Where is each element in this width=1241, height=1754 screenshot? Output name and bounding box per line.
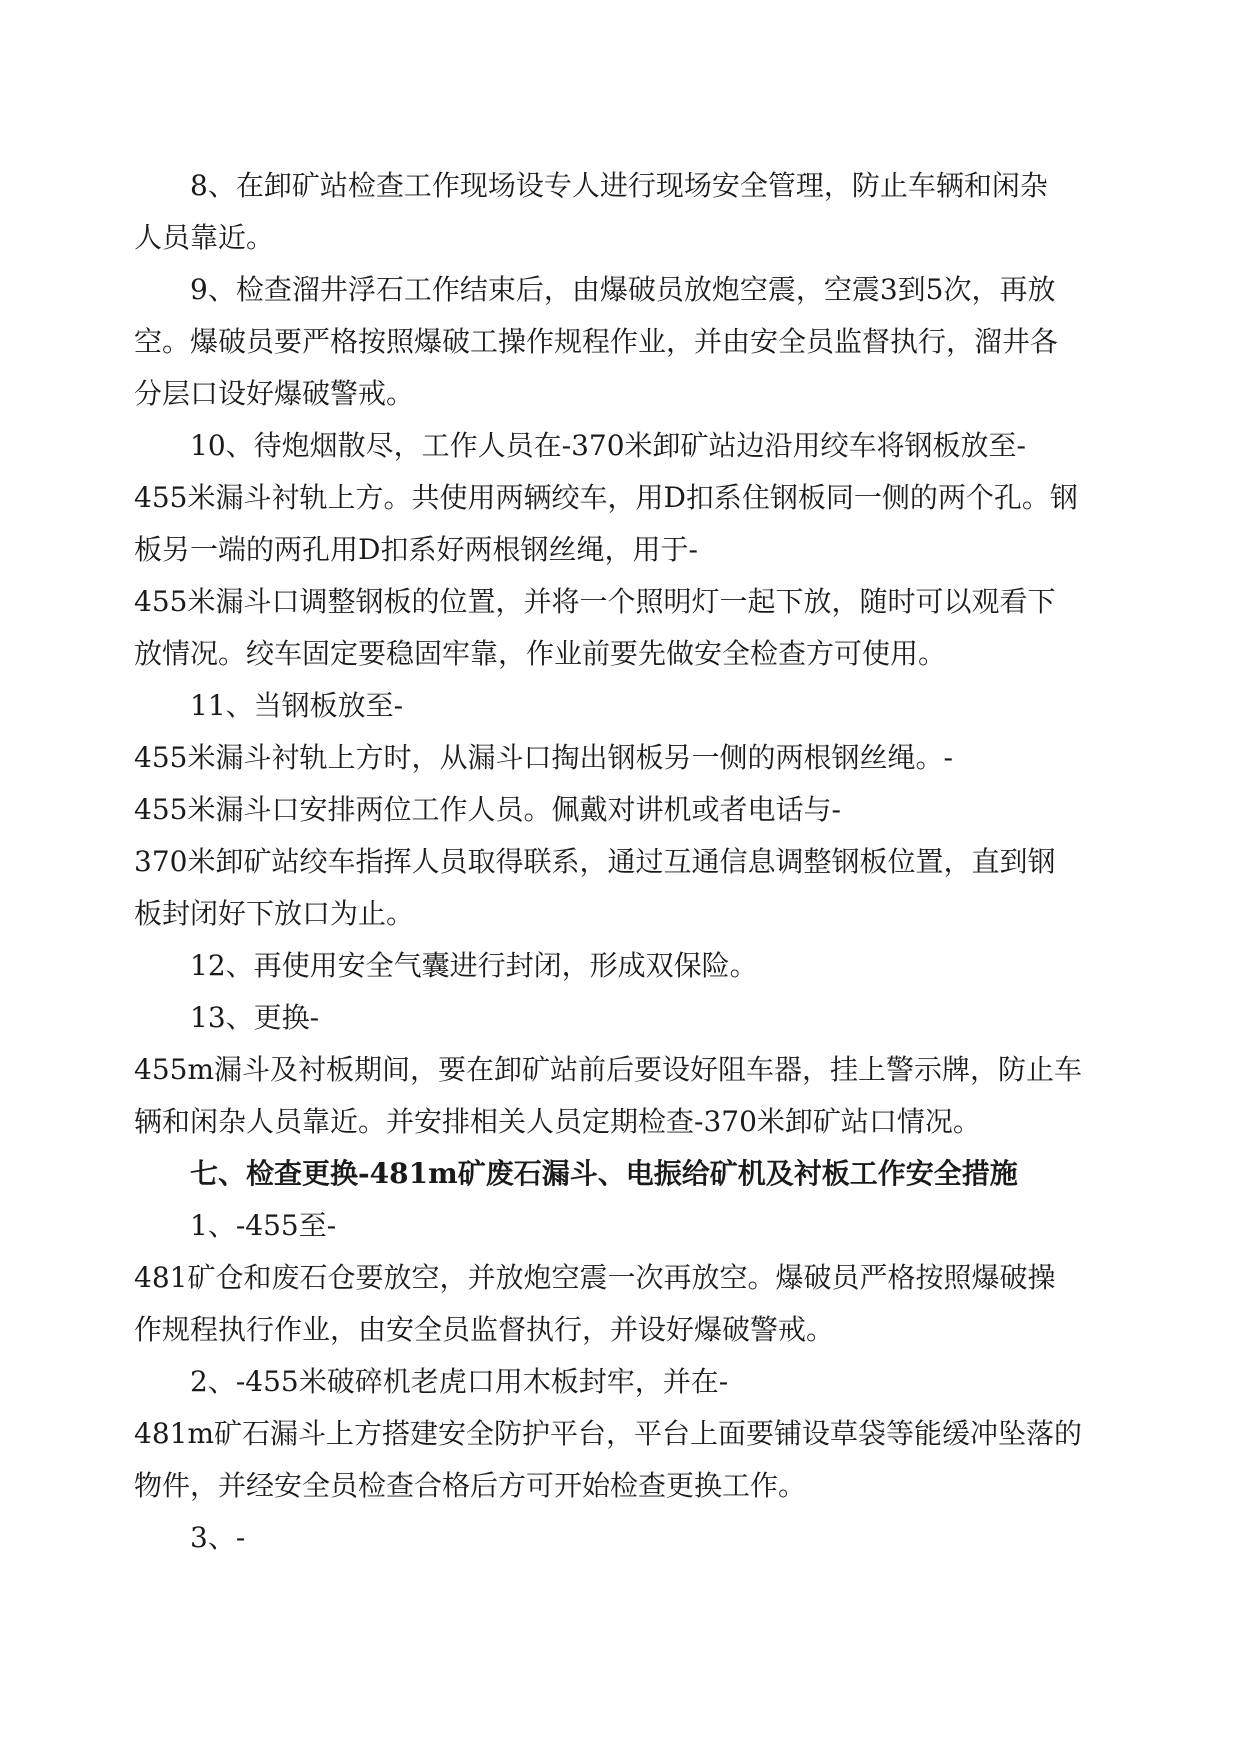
text-line: 10、待炮烟散尽，工作人员在-370米卸矿站边沿用绞车将钢板放至- <box>190 429 1026 462</box>
text-line: 455米漏斗衬轨上方。共使用两辆绞车，用D扣系住钢板同一侧的两个孔。钢 <box>134 481 1078 514</box>
text-line: 455m漏斗及衬板期间，要在卸矿站前后要设好阻车器，挂上警示牌，防止车 <box>134 1053 1082 1086</box>
text-line: 辆和闲杂人员靠近。并安排相关人员定期检查-370米卸矿站口情况。 <box>134 1105 981 1138</box>
document-body <box>134 160 1104 1564</box>
text-line: 空。爆破员要严格按照爆破工操作规程作业，并由安全员监督执行，溜井各 <box>134 325 1059 358</box>
text-line: 9、检查溜井浮石工作结束后，由爆破员放炮空震，空震3到5次，再放 <box>190 273 1056 306</box>
text-line: 1、-455至- <box>190 1209 337 1242</box>
text-line: 12、再使用安全气囊进行封闭，形成双保险。 <box>190 949 758 982</box>
text-line: 作规程执行作业，由安全员监督执行，并设好爆破警戒。 <box>134 1313 835 1346</box>
text-line: 13、更换- <box>190 1001 320 1034</box>
text-line: 板封闭好下放口为止。 <box>134 897 415 930</box>
text-line: 放情况。绞车固定要稳固牢靠，作业前要先做安全检查方可使用。 <box>134 637 947 670</box>
text-line: 物件，并经安全员检查合格后方可开始检查更换工作。 <box>134 1469 807 1502</box>
text-line: 455米漏斗口调整钢板的位置，并将一个照明灯一起下放，随时可以观看下 <box>134 585 1056 618</box>
text-line: 2、-455米破碎机老虎口用木板封牢，并在- <box>190 1365 729 1398</box>
text-line: 455米漏斗衬轨上方时，从漏斗口掏出钢板另一侧的两根钢丝绳。- <box>134 741 953 774</box>
text-line: 481矿仓和废石仓要放空，并放炮空震一次再放空。爆破员严格按照爆破操 <box>134 1261 1056 1294</box>
text-line: 分层口设好爆破警戒。 <box>134 377 415 410</box>
text-line: 370米卸矿站绞车指挥人员取得联系，通过互通信息调整钢板位置，直到钢 <box>134 845 1056 878</box>
text-line: 板另一端的两孔用D扣系好两根钢丝绳，用于- <box>134 533 698 566</box>
text-line: 11、当钢板放至- <box>190 689 404 722</box>
text-line: 3、- <box>190 1521 246 1554</box>
text-line: 人员靠近。 <box>134 221 275 254</box>
text-line: 8、在卸矿站检查工作现场设专人进行现场安全管理，防止车辆和闲杂 <box>190 169 1048 202</box>
section-heading: 七、检查更换-481m矿废石漏斗、电振给矿机及衬板工作安全措施 <box>190 1157 1018 1190</box>
text-line: 455米漏斗口安排两位工作人员。佩戴对讲机或者电话与- <box>134 793 841 826</box>
text-line: 481m矿石漏斗上方搭建安全防护平台，平台上面要铺设草袋等能缓冲坠落的 <box>134 1417 1082 1450</box>
